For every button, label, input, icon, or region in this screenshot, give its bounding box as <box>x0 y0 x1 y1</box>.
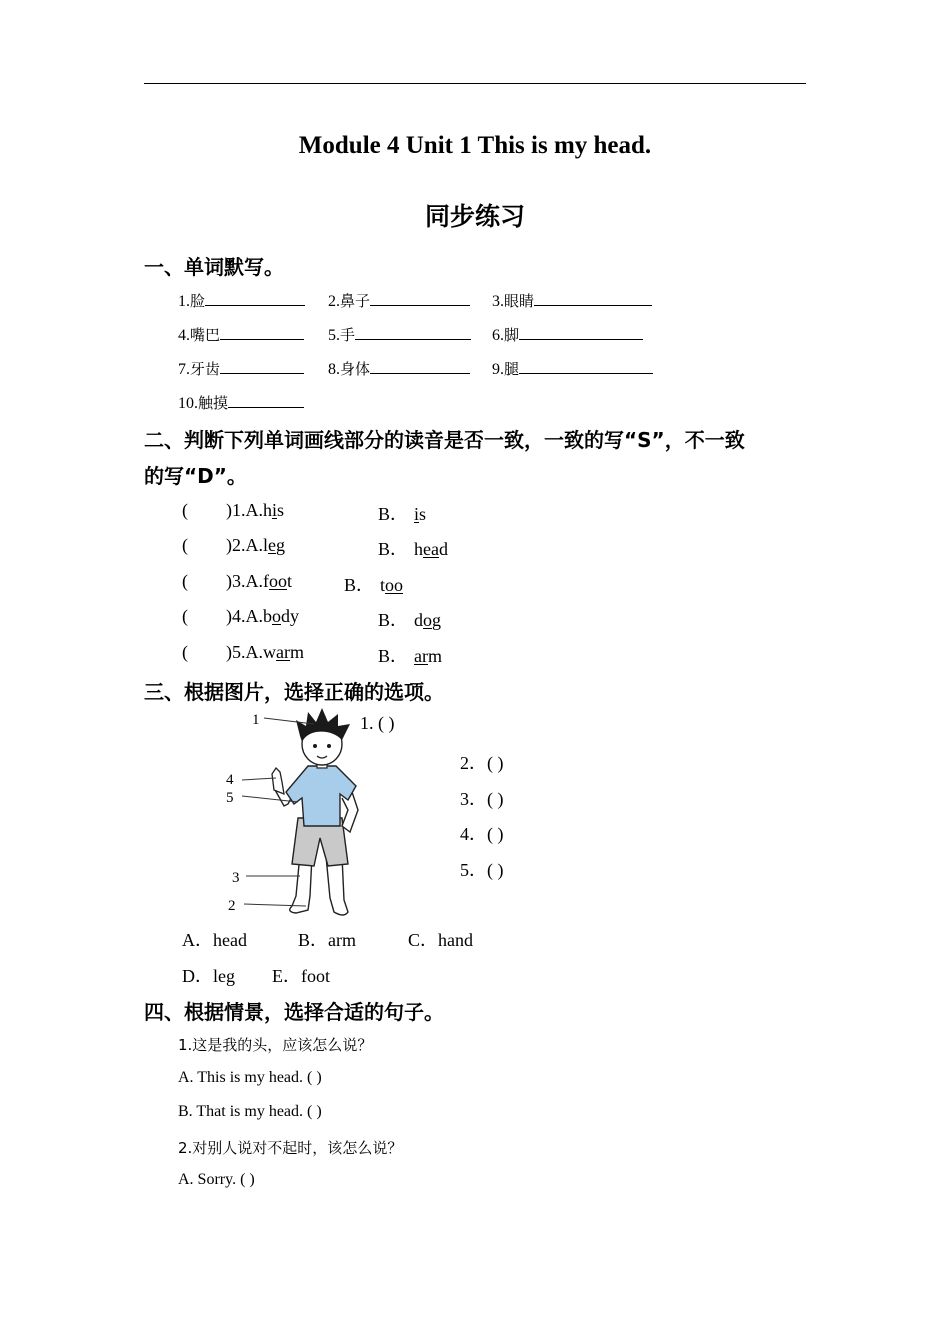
dictation-item: 5.手 <box>328 324 471 345</box>
pronunciation-question: ( )5.A.warm <box>182 642 304 662</box>
section4-heading: 四、根据情景，选择合适的句子。 <box>144 1000 444 1024</box>
header-rule <box>144 83 806 84</box>
answer-5: 5．( ) <box>460 860 504 880</box>
choice-1b: B. That is my head. ( ) <box>178 1103 322 1120</box>
option-c: C．hand <box>408 930 473 950</box>
dictation-item: 4.嘴巴 <box>178 324 304 345</box>
pronunciation-question: ( )2.A.leg <box>182 535 286 555</box>
page-subtitle: 同步练习 <box>424 202 525 231</box>
option-b: B．arm <box>298 930 356 950</box>
pronunciation-option-b: B． is <box>378 504 427 524</box>
pronunciation-option-b: B． dog <box>378 610 442 630</box>
section2-heading-line2: 的写“D”。 <box>144 464 247 488</box>
pronunciation-option-b: B． too <box>344 575 404 595</box>
choice-1a: A. This is my head. ( ) <box>178 1069 322 1086</box>
pronunciation-question: ( )1.A.his <box>182 500 285 520</box>
pronunciation-question: ( )4.A.body <box>182 606 299 626</box>
boy-body-parts-figure <box>216 706 376 922</box>
dictation-item: 9.腿 <box>492 358 653 379</box>
figure-label: 1 <box>252 712 260 728</box>
answer-1: 1. ( ) <box>360 713 395 733</box>
pronunciation-question: ( )3.A.foot <box>182 571 293 591</box>
dictation-item: 3.眼睛 <box>492 290 652 311</box>
dictation-item: 2.鼻子 <box>328 290 470 311</box>
section1-heading: 一、单词默写。 <box>144 255 284 279</box>
dictation-item: 6.脚 <box>492 324 643 345</box>
figure-label: 4 <box>226 772 234 788</box>
dictation-item: 7.牙齿 <box>178 358 304 379</box>
figure-label: 2 <box>228 898 236 914</box>
answer-3: 3．( ) <box>460 789 504 809</box>
dictation-item: 1.脸 <box>178 290 305 311</box>
figure-label: 5 <box>226 790 234 806</box>
option-a: A．head <box>182 930 247 950</box>
figure-label: 3 <box>232 870 240 886</box>
section3-heading: 三、根据图片，选择正确的选项。 <box>144 680 444 704</box>
choice-2a: A. Sorry. ( ) <box>178 1171 255 1188</box>
page-title: Module 4 Unit 1 This is my head. <box>298 132 652 159</box>
option-e: E．foot <box>272 966 330 986</box>
dictation-item: 10.触摸 <box>178 392 304 413</box>
option-d: D．leg <box>182 966 235 986</box>
answer-2: 2．( ) <box>460 753 504 773</box>
pronunciation-option-b: B． arm <box>378 646 443 666</box>
pronunciation-option-b: B． head <box>378 539 448 559</box>
dictation-item: 8.身体 <box>328 358 470 379</box>
situation-question-1: 1.这是我的头，应该怎么说？ <box>178 1036 373 1054</box>
section2-heading-line1: 二、判断下列单词画线部分的读音是否一致，一致的写“S”，不一致 <box>144 428 745 452</box>
situation-question-2: 2.对别人说对不起时，该怎么说？ <box>178 1139 403 1157</box>
answer-4: 4．( ) <box>460 824 504 844</box>
